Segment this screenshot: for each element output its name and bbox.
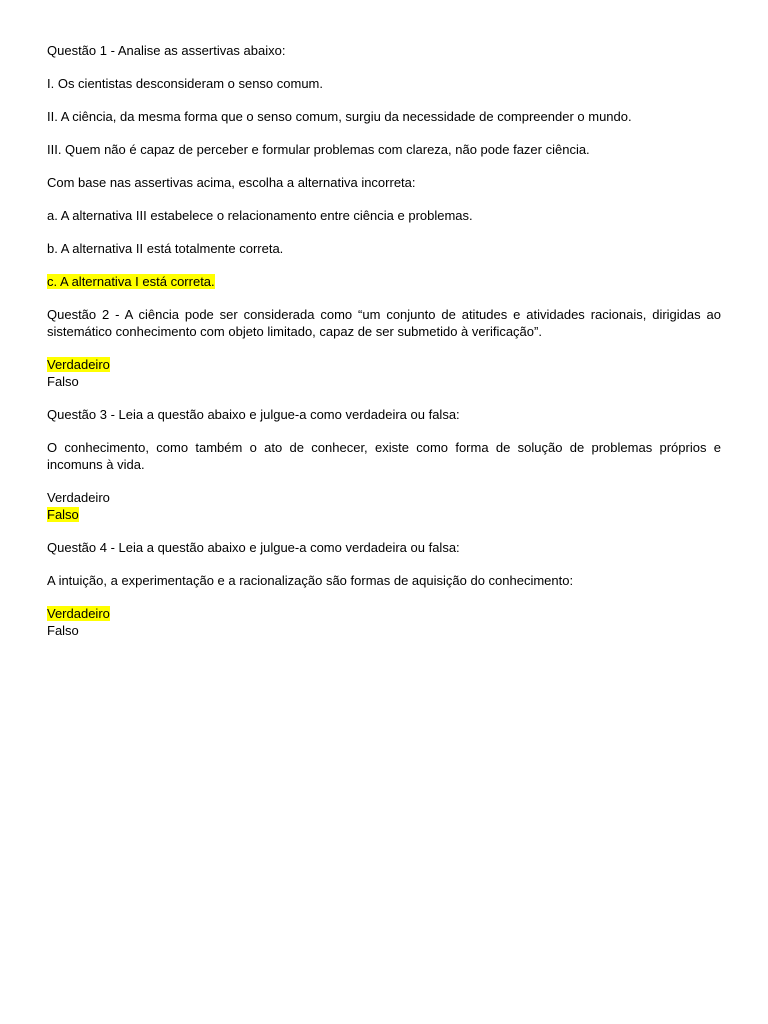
q4-false-option: Falso bbox=[47, 623, 79, 638]
q3-title: Questão 3 - Leia a questão abaixo e julgue-a como verdadeira ou falsa: bbox=[47, 407, 460, 422]
q1-assertion-3: III. Quem não é capaz de perceber e formular problemas com clareza, não pode fazer ciência. bbox=[47, 142, 590, 157]
q2-true-option-wrapper bbox=[47, 356, 721, 373]
q1-option-c-highlighted: c. A alternativa I está correta. bbox=[47, 274, 215, 289]
q4-title: Questão 4 - Leia a questão abaixo e julgue-a como verdadeira ou falsa: bbox=[47, 540, 460, 555]
q3-false-option-highlighted: Falso bbox=[47, 507, 79, 522]
q1-title: Questão 1 - Analise as assertivas abaixo: bbox=[47, 43, 286, 58]
q3-true-option: Verdadeiro bbox=[47, 490, 110, 505]
q1-option-b: b. A alternativa II está totalmente correta. bbox=[47, 241, 284, 256]
q4-true-option-highlighted: Verdadeiro bbox=[47, 606, 110, 621]
q2-statement: Questão 2 - A ciência pode ser considerada como “um conjunto de atitudes e atividades racionais, dirigidas ao sistemático conhecimento com objeto limitado, capaz de ser submetido à verificação”. bbox=[47, 307, 721, 339]
q1-assertion-1: I. Os cientistas desconsideram o senso comum. bbox=[47, 76, 324, 91]
q3-statement: O conhecimento, como também o ato de conhecer, existe como forma de solução de problemas próprios e incomuns à vida. bbox=[47, 440, 721, 472]
q1-option-c-wrapper bbox=[47, 273, 721, 290]
q2-false-option: Falso bbox=[47, 374, 79, 389]
q4-statement: A intuição, a experimentação e a racionalização são formas de aquisição do conhecimento: bbox=[47, 573, 574, 588]
q1-option-a: a. A alternativa III estabelece o relacionamento entre ciência e problemas. bbox=[47, 208, 473, 223]
q2-true-option-highlighted: Verdadeiro bbox=[47, 357, 110, 372]
q4-true-option-wrapper bbox=[47, 605, 721, 622]
q1-prompt: Com base nas assertivas acima, escolha a alternativa incorreta: bbox=[47, 175, 416, 190]
q1-assertion-2: II. A ciência, da mesma forma que o senso comum, surgiu da necessidade de compreender o mundo. bbox=[47, 109, 632, 124]
q3-false-option-wrapper bbox=[47, 506, 721, 523]
